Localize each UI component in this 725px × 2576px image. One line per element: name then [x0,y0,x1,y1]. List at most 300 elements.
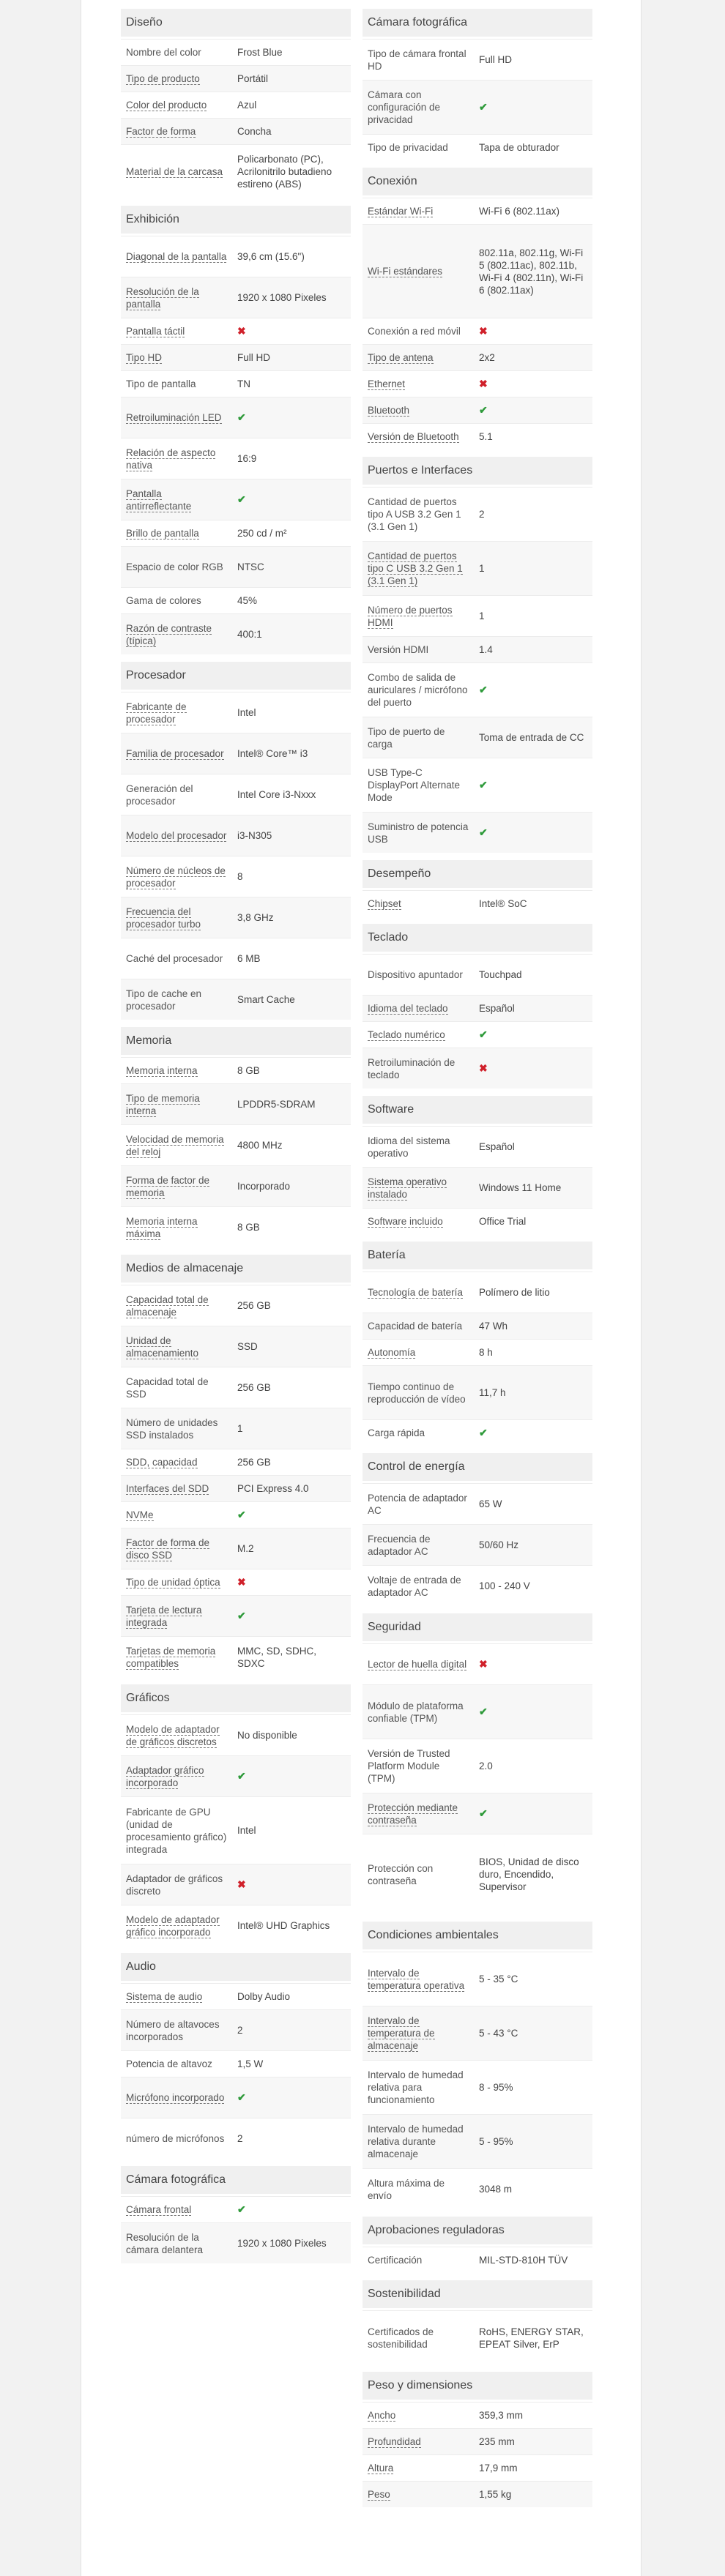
spec-rows [362,1952,592,2209]
spec-label-text: Wi-Fi estándares [368,266,443,277]
spec-section-graficos [121,1684,351,1946]
spec-label-text: Altura [368,2463,394,2474]
spec-label[interactable] [121,161,232,182]
spec-label[interactable] [121,618,232,652]
spec-rows [362,2247,592,2273]
spec-value-icon [474,1654,592,1675]
spec-row [121,1326,351,1367]
spec-row [121,1528,351,1569]
spec-label[interactable] [121,1532,232,1566]
spec-row [121,613,351,654]
spec-label-text: Intervalo de humedad relativa durante almacenaje [368,2124,464,2159]
spec-label-text: Número de unidades SSD instalados [126,1416,218,1441]
spec-label-text: Combo de salida de auriculares / micrófono del puerto [368,672,468,708]
spec-label[interactable] [121,1640,232,1674]
spec-value: Windows 11 Home [479,1182,562,1193]
spec-label[interactable] [362,1171,474,1205]
spec-value: 39,6 cm (15.6") [237,251,305,262]
spec-label[interactable] [362,347,474,368]
spec-label[interactable] [362,545,474,591]
spec-label-text: Suministro de potencia USB [368,821,469,845]
spec-row [362,2402,592,2428]
spec-value: Azul [237,100,257,111]
spec-value: 5 - 95% [479,2136,513,2147]
spec-row [121,1905,351,1946]
spec-label-text: Sistema de audio [126,1991,203,2002]
spec-label[interactable] [121,1170,232,1203]
check-icon: ✔ [479,404,488,416]
spec-value-icon [474,321,592,342]
spec-value: 1920 x 1080 Pixeles [237,2238,327,2249]
spec-section-seguridad [362,1613,592,1914]
spec-label-text: Frecuencia del procesador turbo [126,906,201,930]
spec-label-text: Versión de Trusted Platform Module (TPM) [368,1748,450,1784]
spec-label[interactable] [362,998,474,1019]
spec-value: Dolby Audio [237,1991,291,2002]
spec-label [362,721,474,755]
spec-row [121,39,351,65]
spec-label[interactable] [121,442,232,476]
section-title: Puertos e Interfaces [362,457,592,485]
spec-label-text: Capacidad total de SSD [126,1375,209,1400]
section-title: Cámara fotográfica [121,2166,351,2194]
spec-row [121,1367,351,1408]
spec-section-memoria [121,1027,351,1247]
spec-label [121,1868,232,1902]
spec-label [362,2118,474,2165]
check-icon: ✔ [237,2091,246,2103]
spec-value: Frost Blue [237,47,283,58]
spec-label [121,983,232,1017]
spec-value: 11,7 h [479,1387,506,1398]
spec-label-text: Modelo del procesador [126,830,227,841]
spec-row [362,2247,592,2273]
spec-label-text: Relación de aspecto nativa [126,447,216,471]
spec-label-text: Cámara con configuración de privacidad [368,89,441,125]
spec-value: MIL-STD-810H TÜV [479,2255,568,2266]
spec-section-audio [121,1953,351,2159]
spec-row [362,134,592,160]
section-title: Seguridad [362,1613,592,1641]
cross-icon: ✖ [237,1878,246,1890]
spec-rows [362,890,592,916]
spec-label-text: Idioma del sistema operativo [368,1135,450,1159]
spec-value-icon [474,679,592,701]
spec-rows [121,1057,351,1247]
spec-label [362,2250,474,2271]
spec-row [121,1501,351,1528]
spec-label[interactable] [121,68,232,89]
spec-row [121,938,351,979]
spec-label[interactable] [121,1452,232,1473]
spec-label-text: Brillo de pantalla [126,528,199,539]
spec-label [362,1528,474,1562]
spec-label[interactable] [121,1478,232,1499]
spec-label-text: Conexión a red móvil [368,326,461,337]
spec-value: Portátil [237,73,269,84]
check-icon: ✔ [237,2203,246,2215]
spec-label-text: Tipo de producto [126,73,200,84]
spec-row [121,2118,351,2159]
spec-row [362,1167,592,1208]
spec-label [362,1695,474,1729]
spec-label[interactable] [362,1342,474,1363]
spec-label[interactable] [362,1282,474,1303]
spec-label-text: Micrófono incorporado [126,2092,225,2103]
spec-rows [362,1272,592,1446]
spec-section-peso-y-dimensiones [362,2372,592,2507]
spec-row [121,344,351,370]
spec-rows [362,1483,592,1606]
cross-icon: ✖ [479,1658,488,1670]
spec-row [362,344,592,370]
spec-label[interactable] [362,426,474,447]
spec-row [362,758,592,812]
spec-value-icon [232,489,351,510]
spec-value: Intel Core i3-Nxxx [237,789,316,800]
spec-label[interactable] [362,1797,474,1831]
spec-row [362,954,592,995]
spec-label [121,590,232,611]
spec-value-icon [232,1874,351,1895]
spec-label-text: Caché del procesador [126,953,223,964]
spec-label-text: Capacidad total de almacenaje [126,1293,209,1318]
spec-row [121,1285,351,1326]
spec-value-icon [232,1572,351,1593]
spec-value: 235 mm [479,2436,515,2447]
spec-label-text: Chipset [368,898,401,909]
spec-label-text: Nombre del color [126,47,201,58]
spec-label-text: Cantidad de puertos tipo A USB 3.2 Gen 1 (3.1 Gen 1) [368,496,461,532]
check-icon: ✔ [237,1610,246,1621]
spec-label-text: Intervalo de temperatura de almacenaje [368,2015,435,2051]
spec-rows [362,39,592,160]
spec-label-text: Número de puertos HDMI [368,604,453,628]
spec-label[interactable] [362,2405,474,2426]
spec-row [121,1755,351,1796]
section-title: Software [362,1096,592,1124]
spec-label [362,816,474,850]
spec-section-desempeno [362,860,592,916]
spec-value-icon [232,1504,351,1526]
spec-value: 3,8 GHz [237,912,274,923]
spec-label[interactable] [121,1760,232,1793]
section-title: Gráficos [121,1684,351,1712]
spec-value: Touchpad [479,969,522,980]
spec-row [121,774,351,815]
spec-label[interactable] [121,696,232,730]
spec-row [362,2060,592,2114]
spec-row [362,662,592,717]
spec-value: 256 GB [237,1382,271,1393]
spec-section-medios-de-almacenaje [121,1255,351,1677]
spec-value: 65 W [479,1498,502,1509]
spec-label-text: Pantalla táctil [126,326,185,337]
spec-label[interactable] [362,600,474,633]
spec-label [362,1858,474,1892]
spec-label-text: Resolución de la cámara delantera [126,2231,204,2255]
check-icon: ✔ [479,101,488,113]
spec-row [121,546,351,587]
spec-value: Office Trial [479,1216,527,1227]
spec-label[interactable] [121,1060,232,1081]
spec-section-control-de-energia [362,1453,592,1606]
spec-row [121,1408,351,1449]
spec-row [121,897,351,938]
spec-label[interactable] [362,1963,474,1996]
spec-section-puertos-e-interfaces [362,457,592,853]
spec-row [362,2481,592,2507]
spec-label[interactable] [362,2010,474,2056]
spec-row [121,1475,351,1501]
spec-label[interactable] [362,201,474,222]
spec-value: 8 [237,871,243,882]
spec-section-exhibicion [121,206,351,654]
spec-row [362,1272,592,1313]
spec-row [362,397,592,423]
spec-label [121,1371,232,1405]
spec-value: BIOS, Unidad de disco duro, Encendido, Supervisor [479,1856,579,1892]
spec-label[interactable] [121,94,232,116]
spec-value-icon [232,2199,351,2220]
spec-label[interactable] [121,1504,232,1526]
spec-label[interactable] [362,1024,474,1045]
spec-rows [121,1714,351,1946]
spec-row [121,144,351,198]
spec-label-text: Sistema operativo instalado [368,1176,447,1200]
spec-value: 100 - 240 V [479,1580,530,1591]
spec-label-text: Velocidad de memoria del reloj [126,1133,224,1157]
cross-icon: ✖ [237,325,246,337]
spec-label[interactable] [121,1572,232,1593]
spec-label [121,556,232,578]
spec-label[interactable] [362,400,474,421]
spec-value: Intel® SoC [479,898,527,909]
spec-label-text: Voltaje de entrada de adaptador AC [368,1574,461,1598]
spec-label[interactable] [121,825,232,846]
spec-rows [121,1285,351,1677]
spec-label[interactable] [121,1289,232,1323]
spec-value: 1,5 W [237,2058,264,2069]
spec-row [362,1365,592,1419]
spec-label [362,321,474,342]
spec-label[interactable] [121,860,232,894]
spec-label[interactable] [362,2457,474,2479]
spec-value: 6 MB [237,953,261,964]
spec-label[interactable] [121,1719,232,1752]
spec-row [362,1565,592,1606]
spec-label [121,2128,232,2149]
spec-label-text: Forma de factor de memoria [126,1174,210,1198]
spec-label[interactable] [121,1129,232,1162]
spec-label[interactable] [362,261,474,282]
spec-row [121,1057,351,1083]
spec-row [362,541,592,595]
spec-row [121,1124,351,1165]
spec-rows [121,692,351,1020]
spec-row [121,2196,351,2222]
spec-label-text: Cámara frontal [126,2204,192,2215]
spec-value: 2 [237,2133,243,2144]
spec-row [121,1864,351,1905]
section-title: Condiciones ambientales [362,1922,592,1949]
spec-label-text: Certificados de sostenibilidad [368,2326,434,2350]
spec-label[interactable] [121,321,232,342]
spec-section-software [362,1096,592,1234]
spec-label[interactable] [121,407,232,428]
spec-label[interactable] [362,893,474,914]
spec-row [362,1419,592,1446]
spec-value: Español [479,1003,515,1014]
spec-value: Intel [237,707,256,718]
spec-row [121,1449,351,1475]
spec-value-icon [474,97,592,118]
spec-label[interactable] [121,246,232,267]
spec-label-text: Interfaces del SDD [126,1483,209,1494]
spec-label[interactable] [121,2199,232,2220]
spec-value: 4800 MHz [237,1140,283,1151]
section-title: Aprobaciones reguladoras [362,2217,592,2244]
spec-label-text: Intervalo de temperatura operativa [368,1967,465,1991]
spec-label[interactable] [121,2087,232,2108]
spec-label[interactable] [121,281,232,315]
spec-label-text: Factor de forma [126,126,196,137]
spec-value-icon [474,1803,592,1824]
spec-row [362,2310,592,2364]
spec-label[interactable] [121,121,232,142]
spec-label-text: USB Type-C DisplayPort Alternate Mode [368,767,461,803]
spec-row [121,1569,351,1595]
spec-value-icon [474,774,592,796]
spec-label[interactable] [121,1211,232,1244]
spec-label-text: Altura máxima de envío [368,2177,445,2201]
section-title: Audio [121,1953,351,1981]
spec-row [362,370,592,397]
spec-value: Polímero de litio [479,1287,550,1298]
spec-label-text: Familia de procesador [126,748,224,759]
spec-column-left [121,9,351,2271]
spec-rows [362,198,592,449]
spec-value-icon [474,1058,592,1079]
spec-rows [362,1643,592,1914]
spec-label-text: Protección mediante contraseña [368,1802,458,1826]
spec-label-text: Resolución de la pantalla [126,285,199,310]
spec-row [362,1834,592,1914]
spec-label-text: Peso [368,2489,390,2500]
spec-value: 47 Wh [479,1321,508,1332]
spec-label-text: Modelo de adaptador de gráficos discretos [126,1723,220,1747]
spec-row [121,479,351,520]
spec-label-text: Factor de forma de disco SSD [126,1537,210,1561]
spec-label[interactable] [121,483,232,517]
spec-rows [362,2310,592,2364]
spec-label[interactable] [121,1599,232,1633]
spec-row [362,717,592,758]
section-title: Memoria [121,1027,351,1055]
spec-label[interactable] [362,373,474,395]
spec-label[interactable] [362,2431,474,2452]
spec-label[interactable] [362,1211,474,1232]
spec-value: M.2 [237,1543,254,1554]
spec-value: NTSC [237,561,264,572]
spec-value: Intel® UHD Graphics [237,1920,330,1931]
spec-label [362,1422,474,1444]
spec-label-text: Unidad de almacenamiento [126,1334,199,1359]
spec-value: 256 GB [237,1457,271,1468]
spec-value-icon [474,1024,592,1045]
spec-label[interactable] [121,523,232,544]
spec-rows [121,236,351,654]
spec-label[interactable] [121,743,232,764]
spec-label[interactable] [121,1986,232,2007]
spec-label[interactable] [121,901,232,935]
spec-label [362,1743,474,1789]
spec-row [362,812,592,853]
spec-label[interactable] [362,1654,474,1675]
spec-label [362,137,474,158]
spec-label-text: Lector de huella digital [368,1659,467,1670]
spec-label-text: Adaptador de gráficos discreto [126,1873,223,1897]
spec-label[interactable] [121,1909,232,1943]
spec-value: Policarbonato (PC), Acrilonitrilo butadieno estireno (ABS) [237,154,332,190]
spec-page [81,0,642,2576]
spec-row [362,423,592,449]
spec-value: 2 [237,2025,243,2036]
spec-row [362,2454,592,2481]
spec-row [362,1048,592,1089]
spec-label-text: Tarjetas de memoria compatibles [126,1645,216,1669]
spec-label[interactable] [121,347,232,368]
spec-row [362,1793,592,1834]
spec-label-text: Profundidad [368,2436,421,2447]
spec-value-icon [474,1701,592,1722]
spec-value: 1.4 [479,644,493,655]
spec-label[interactable] [121,1088,232,1121]
spec-value: 8 h [479,1347,493,1358]
spec-value-icon [232,2087,351,2108]
spec-rows [362,954,592,1089]
spec-row [362,2114,592,2168]
spec-value: PCI Express 4.0 [237,1483,309,1494]
spec-label-text: Ancho [368,2410,396,2421]
spec-row [121,692,351,733]
spec-label [121,373,232,395]
spec-label-text: Tiempo continuo de reproducción de vídeo [368,1381,466,1405]
spec-label-text: Carga rápida [368,1427,425,1438]
spec-value: 1 [479,563,485,574]
spec-label[interactable] [121,1330,232,1364]
spec-row [121,1636,351,1677]
spec-row [121,979,351,1020]
spec-value: 2.0 [479,1761,493,1772]
spec-label [121,1412,232,1446]
spec-label [362,1487,474,1521]
spec-label-text: Retroiluminación LED [126,412,222,423]
spec-value-icon [474,822,592,843]
spec-row [121,118,351,144]
cross-icon: ✖ [237,1576,246,1588]
spec-row [362,487,592,541]
spec-value: Intel® Core™ i3 [237,748,308,759]
spec-row [362,2428,592,2454]
spec-label-text: Teclado numérico [368,1029,445,1040]
spec-label[interactable] [362,2484,474,2505]
spec-column-right [362,9,592,2515]
section-title: Medios de almacenaje [121,1255,351,1283]
spec-label-text: Número de altavoces incorporados [126,2018,220,2042]
section-title: Batería [362,1242,592,1269]
spec-label [121,2014,232,2047]
